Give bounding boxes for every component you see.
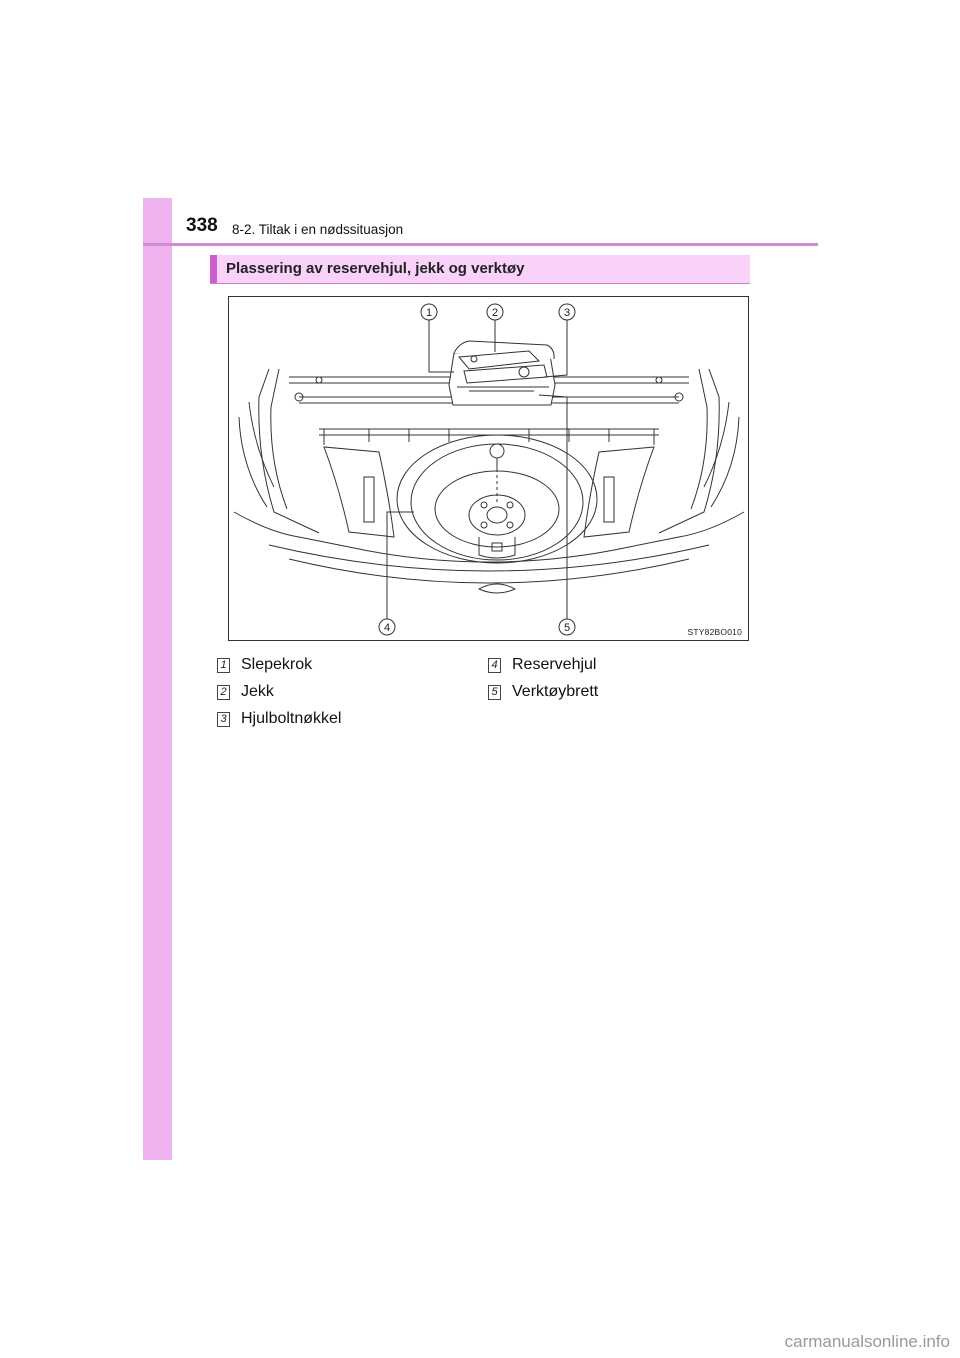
latch bbox=[479, 584, 515, 593]
callout-3 bbox=[559, 304, 575, 320]
legend-number: 3 bbox=[217, 712, 230, 727]
section-title-bar bbox=[210, 255, 750, 284]
left-trunk-wall bbox=[259, 369, 319, 533]
trunk-drawing bbox=[229, 297, 748, 640]
legend-item-4 bbox=[488, 656, 596, 674]
legend-item-3 bbox=[217, 710, 341, 728]
legend-number: 2 bbox=[217, 685, 230, 700]
legend-label: Verktøybrett bbox=[512, 683, 599, 700]
callout-1 bbox=[421, 304, 437, 320]
callout-4 bbox=[379, 619, 395, 635]
section-title: Plassering av reservehjul, jekk og verktøy bbox=[226, 260, 525, 277]
figure-code: STY82BO010 bbox=[687, 627, 742, 637]
legend-label: Reservehjul bbox=[512, 656, 597, 673]
legend-item-2 bbox=[217, 683, 274, 701]
svg-text:5: 5 bbox=[563, 622, 571, 634]
svg-text:1: 1 bbox=[425, 307, 433, 319]
svg-text:2: 2 bbox=[491, 307, 499, 319]
svg-text:3: 3 bbox=[563, 307, 571, 319]
callout-2 bbox=[487, 304, 503, 320]
legend-item-1 bbox=[217, 656, 312, 674]
left-pocket bbox=[324, 447, 394, 537]
header-rule bbox=[143, 243, 818, 246]
side-band bbox=[143, 198, 172, 1160]
right-trunk-wall bbox=[659, 369, 719, 533]
right-pocket bbox=[584, 447, 654, 537]
legend-label: Slepekrok bbox=[241, 656, 313, 673]
page-number: 338 bbox=[186, 215, 218, 236]
callout-5 bbox=[559, 619, 575, 635]
bumper-line bbox=[269, 545, 709, 571]
legend-number: 1 bbox=[217, 658, 230, 673]
legend-item-5 bbox=[488, 683, 598, 701]
trunk-illustration bbox=[228, 296, 749, 641]
svg-text:4: 4 bbox=[383, 622, 391, 634]
center-bolt bbox=[490, 444, 504, 458]
legend-label: Hjulboltnøkkel bbox=[241, 710, 342, 727]
watermark: carmanualsonline.info bbox=[784, 1332, 950, 1351]
wheel-hub bbox=[487, 507, 507, 523]
legend-label: Jekk bbox=[241, 683, 274, 700]
legend-number: 5 bbox=[488, 685, 501, 700]
legend-number: 4 bbox=[488, 658, 501, 673]
section-label: 8-2. Tiltak i en nødssituasjon bbox=[232, 222, 404, 237]
leader-1 bbox=[429, 319, 454, 372]
